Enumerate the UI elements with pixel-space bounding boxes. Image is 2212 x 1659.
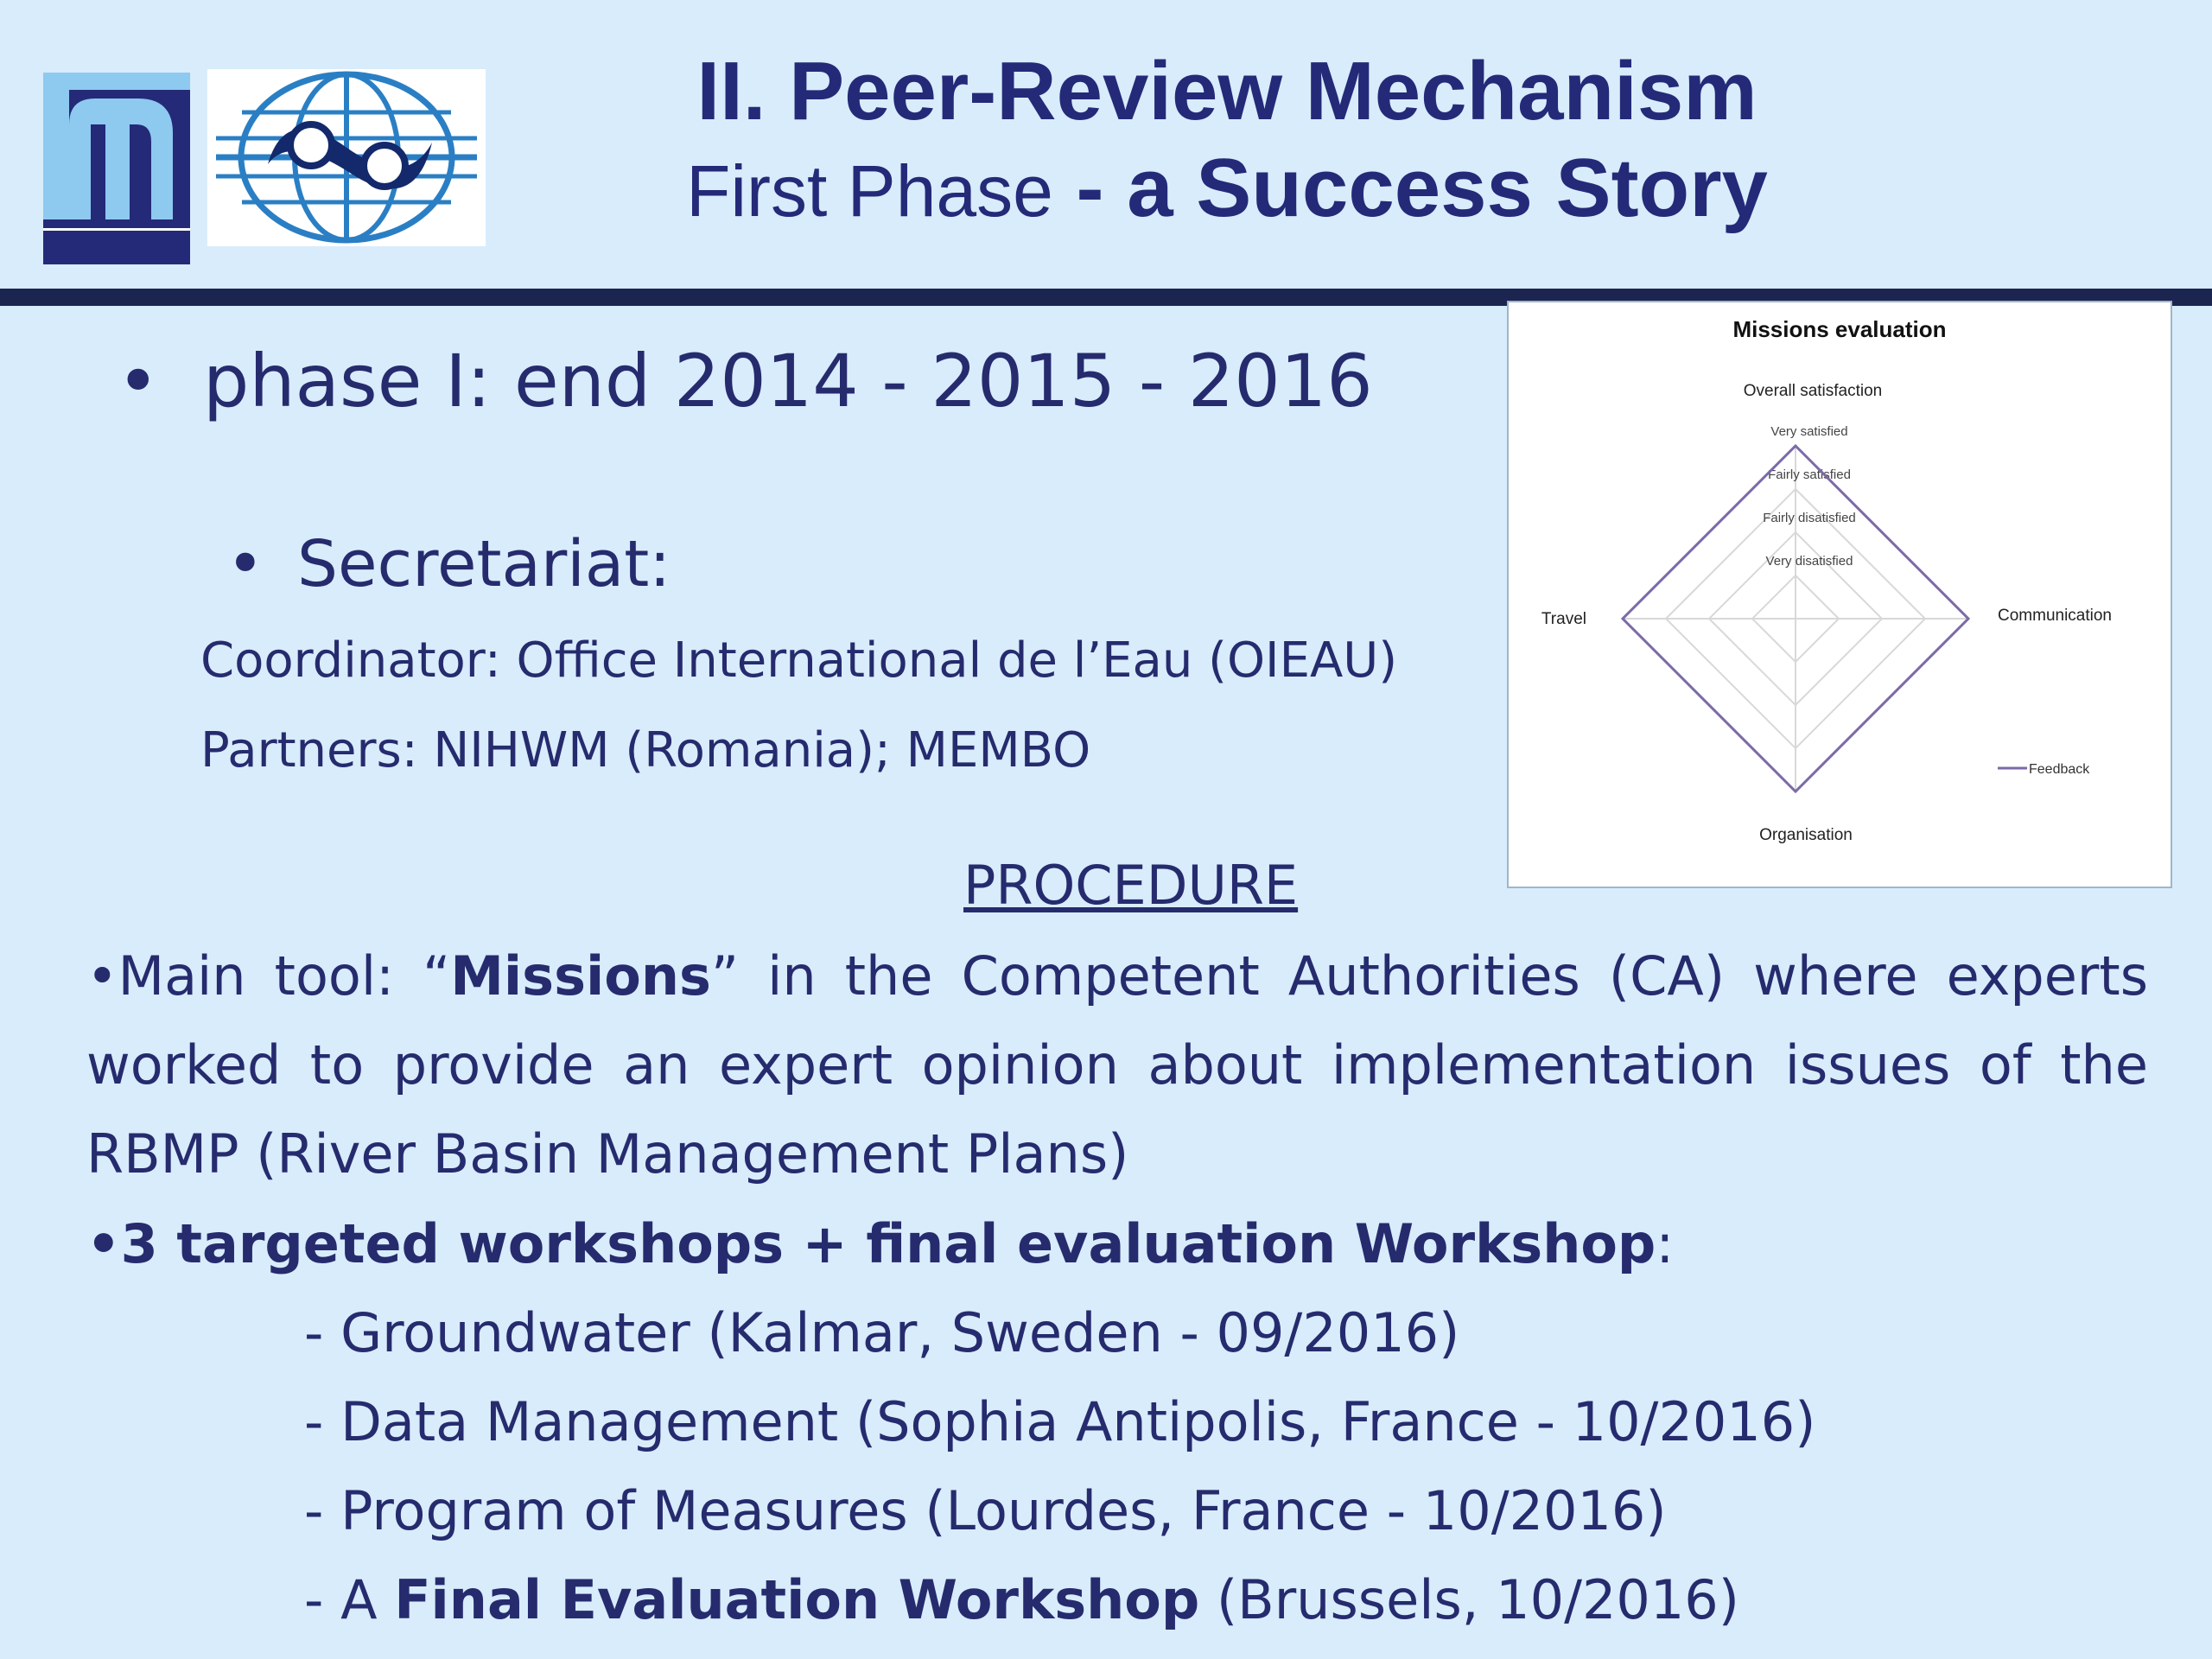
scale-label: Very disatisfied: [1765, 554, 1853, 569]
main-tool-rest: ” in the Competent Authorities (CA) where experts worked to provide an expert opinion about implementation issues of the RBMP (River Basin Management Plans): [86, 944, 2148, 1185]
final-item-bold: Final Evaluation Workshop: [394, 1568, 1200, 1631]
workshops-colon: :: [1656, 1212, 1675, 1275]
inbo-globe-logo: [207, 69, 486, 246]
secretariat-text: Secretariat:: [297, 527, 671, 601]
axis-label: Communication: [1998, 607, 2112, 625]
axis-label: Organisation: [1759, 826, 1853, 844]
title-phase-text: First Phase: [686, 150, 1053, 232]
workshop-item-final-evaluation: [304, 1555, 1739, 1644]
missions-bold: Missions: [450, 944, 711, 1007]
scale-label: Fairly disatisfied: [1763, 511, 1856, 525]
membo-logo: [43, 73, 190, 264]
coordinator-line: Coordinator: Office International de l’Eau (OIEAU): [200, 632, 1398, 689]
phase-bullet: [117, 339, 1373, 423]
slide-title: [605, 43, 1849, 239]
bullet-icon: •: [226, 527, 264, 601]
main-tool-prefix: •Main tool: “: [86, 944, 451, 1007]
final-item-suffix: (Brussels, 10/2016): [1199, 1568, 1739, 1631]
title-line-2: [605, 140, 1849, 239]
phase-text: phase I: end 2014 - 2015 - 2016: [203, 339, 1373, 423]
procedure-heading: PROCEDURE: [963, 854, 1299, 917]
title-success-text: - a Success Story: [1052, 142, 1768, 234]
axis-label: Travel: [1541, 610, 1586, 628]
workshop-item-program-of-measures: - Program of Measures (Lourdes, France - 10/2016): [304, 1479, 1667, 1542]
missions-evaluation-chart: [1507, 301, 2172, 888]
scale-label: Very satisfied: [1770, 424, 1848, 439]
final-item-prefix: - A: [304, 1568, 395, 1631]
main-tool-paragraph: [86, 931, 2148, 1198]
workshops-bold: •3 targeted workshops + final evaluation Workshop: [86, 1212, 1656, 1275]
legend-label: Feedback: [2029, 762, 2090, 777]
chart-title: Missions evaluation: [1732, 316, 1947, 342]
secretariat-bullet: [226, 527, 671, 601]
bullet-icon: •: [117, 339, 160, 423]
axis-label: Overall satisfaction: [1743, 382, 1883, 400]
workshops-paragraph: [86, 1199, 2148, 1288]
partners-line: Partners: NIHWM (Romania); MEMBO: [200, 722, 1091, 779]
title-line-1: II. Peer-Review Mechanism: [696, 45, 1758, 137]
scale-label: Fairly satisfied: [1768, 467, 1851, 482]
workshop-item-data-management: - Data Management (Sophia Antipolis, France - 10/2016): [304, 1390, 1816, 1453]
workshop-item-groundwater: - Groundwater (Kalmar, Sweden - 09/2016): [304, 1301, 1460, 1364]
radar-chart: [1509, 302, 2171, 887]
